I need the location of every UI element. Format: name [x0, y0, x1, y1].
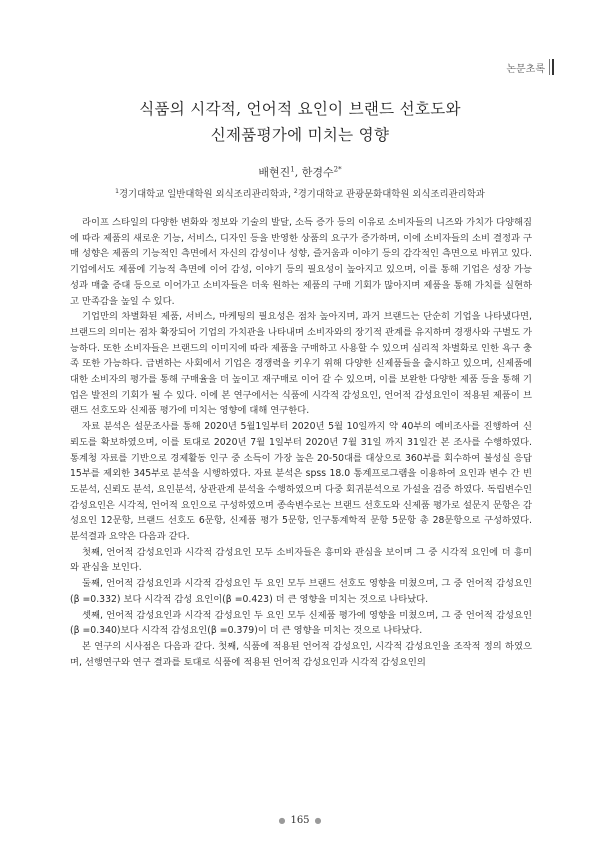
section-tag-label: 논문초록 — [506, 63, 545, 75]
paragraph-method: 자료 분석은 설문조사를 통해 2020년 5월1일부터 2020년 5월 10일까지 약 40부의 예비조사를 진행하여 신뢰도를 확보하였으며, 이를 토대로 2020년 7월 1일부터 2020년 7월 31일 까지 31일간 본 조사를 수행하였다. 통계청 자료를 기반으로 경제활동 인구 중 소득이 가장 높은 20-50대를 대상으로 360부를 회수하여 불성실 응답 15부를 제외한 345부로 분석을 시행하였다. 자료 분석은 spss 18.0 통계프로그램을 이용하여 요인과 변수 간 빈도분석, 신뢰도 분석, 요인분석, 상관관계 분석을 수행하였으며 다중 회귀분석으로 가설을 검증 하였다. 독립변수인 감성요인은 시각적, 언어적 요인으로 구성하였으며 종속변수로는 브랜드 선호도와 신제품 평가로 설문지 문항은 감성요인 12문항, 브랜드 선호도 6문항, 신제품 평가 5문항, 인구통계학적 문항 5문항 총 28문항으로 구성하였다. 분석결과 요약은 다음과 같다. — [70, 421, 532, 543]
affiliation-1: 경기대학교 일반대학원 외식조리관리학과, — [118, 189, 294, 200]
author-line — [0, 164, 600, 180]
affiliation-2-mark: 2 — [293, 187, 298, 195]
abstract-body — [70, 215, 532, 670]
footer-dot-left: ● — [278, 816, 286, 825]
paragraph-result-2: 둘째, 언어적 감성요인과 시각적 감성요인 두 요인 모두 브랜드 선호도 영향을 미쳤으며, 그 중 언어적 감성요인(β =0.332) 보다 시각적 감성 요인이(β =0.423) 더 큰 영향을 미치는 것으로 나타났다. — [70, 578, 532, 605]
paper-title-line2: 신제품평가에 미치는 영향 — [210, 126, 390, 144]
page-number: 165 — [290, 815, 310, 826]
paragraph-intro: 라이프 스타일의 다양한 변화와 정보와 기술의 발달, 소득 증가 등의 이유로 소비자들의 니즈와 가치가 다양해짐에 따라 제품의 새로운 기능, 서비스, 디자인 등을 반영한 상품의 요구가 증가하며, 이에 소비자들의 소비 결정과 구매 성향은 제품의 기능적인 측면에서 자신의 감성이나 성향, 즐거움과 이야기 등의 감각적인 측면으로 바뀌고 있다. 기업에서도 제품에 기능적 측면에 이어 감성, 이야기 등의 필요성이 높아지고 있으며, 이를 통해 기업은 성장 가능성과 매출 증대 등으로 이어가고 소비자들은 더욱 원하는 제품의 구매 기회가 많아지며 제품을 통해 가치를 실현하고 만족감을 높일 수 있다. — [70, 217, 532, 307]
affiliation-2: 경기대학교 관광문화대학원 외식조리관리학과 — [297, 189, 485, 200]
author-1-mark: 1 — [290, 165, 295, 174]
paper-title — [0, 96, 600, 148]
paragraph-background: 기업만의 차별화된 제품, 서비스, 마케팅의 필요성은 점차 높아지며, 과거 브랜드는 단순히 기업을 나타냈다면, 브랜드의 의미는 점차 확장되어 기업의 가치관을 나타내며 소비자와의 장기적 관계를 유지하며 경쟁사와 구별도 가능하다. 또한 소비자들은 브랜드의 이미지에 따라 제품을 구매하고 사용할 수 있으며 심리적 차별화로 인한 욕구 충족 또한 가능하다. 급변하는 사회에서 기업은 경쟁력을 키우기 위해 다양한 신제품들을 출시하고 있으며, 신제품에 대한 소비자의 평가를 통해 구매율을 더 높이고 재구매로 이어 갈 수 있으며, 이를 보완한 다양한 제품 등을 통해 기업은 발전의 기회가 될 수 있다. 이에 본 연구에서는 식품에 시각적 감성요인, 언어적 감성요인이 적용된 제품이 브랜드 선호도와 신제품 평가에 미치는 영향에 대해 연구한다. — [70, 311, 532, 417]
paper-title-line1: 식품의 시각적, 언어적 요인이 브랜드 선호도와 — [139, 100, 461, 118]
paragraph-result-1: 첫째, 언어적 감성요인과 시각적 감성요인 모두 소비자들은 흥미와 관심을 보이며 그 중 시각적 요인에 더 흥미와 관심을 보인다. — [70, 546, 532, 574]
section-tag — [506, 59, 554, 75]
affiliation-line — [0, 186, 600, 200]
section-tag-bars — [549, 59, 554, 75]
paragraph-result-3: 셋째, 언어적 감성요인과 시각적 감성요인 두 요인 모두 신제품 평가에 영향을 미쳤으며, 그 중 언어적 감성요인(β =0.340)보다 시각적 감성요인(β =0.379)이 더 큰 영향을 미치는 것으로 나타났다. — [70, 609, 532, 637]
author-2-mark: 2* — [333, 165, 342, 174]
page-footer — [0, 815, 600, 826]
affiliation-1-mark: 1 — [115, 187, 119, 195]
footer-dot-right: ● — [314, 816, 322, 825]
author-separator: , — [294, 166, 302, 179]
author-1-name: 배현진 — [258, 166, 291, 179]
paragraph-implications: 본 연구의 시사점은 다음과 같다. 첫째, 식품에 적용된 언어적 감성요인, 시각적 감성요인을 조작적 정의 하였으며, 선행연구와 연구 결과를 토대로 식품에 적용된 언어적 감성요인과 시각적 감성요인의 — [70, 640, 532, 668]
author-2-name: 한경수 — [301, 166, 334, 179]
